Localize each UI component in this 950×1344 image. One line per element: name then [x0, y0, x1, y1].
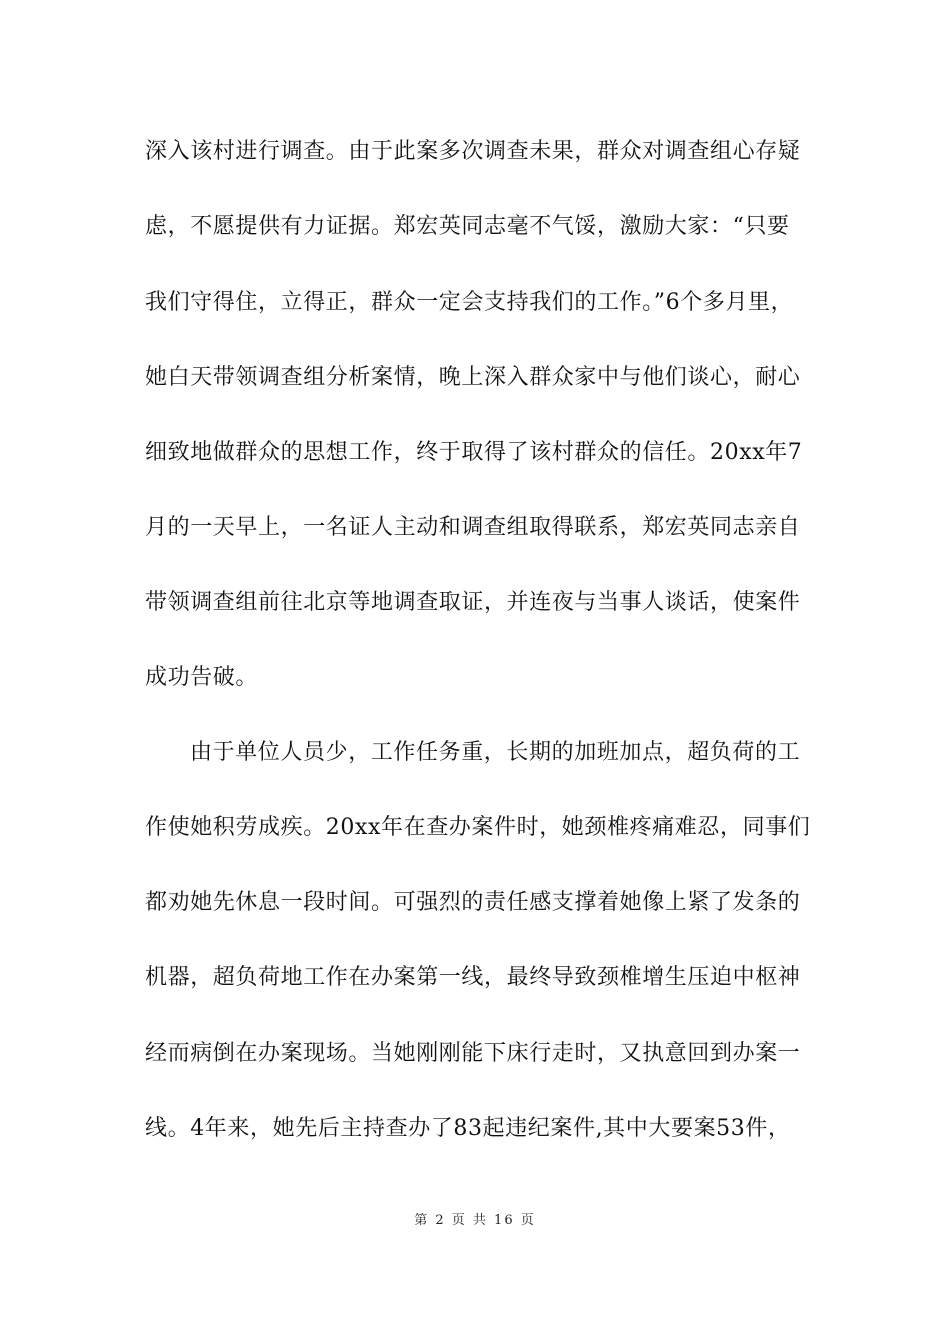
text-line: 机器，超负荷地工作在办案第一线，最终导致颈椎增生压迫中枢神: [145, 965, 801, 990]
text-line: 作使她积劳成疾。20xx年在查办案件时，她颈椎疼痛难忍，同事们: [145, 815, 811, 840]
text-line: 虑，不愿提供有力证据。郑宏英同志毫不气馁，激励大家：“只要: [145, 214, 790, 239]
text-line: 都劝她先休息一段时间。可强烈的责任感支撑着她像上紧了发条的: [145, 890, 801, 915]
text-line: 线。4年来，她先后主持查办了83起违纪案件,其中大要案53件，: [145, 1116, 791, 1141]
text-line: 我们守得住，立得正，群众一定会支持我们的工作。”6个多月里，: [145, 290, 794, 315]
text-line: 经而病倒在办案现场。当她刚刚能下床行走时，又执意回到办案一: [145, 1041, 801, 1066]
text-line: 她白天带领调查组分析案情，晚上深入群众家中与他们谈心，耐心: [145, 365, 801, 390]
text-line: 月的一天早上，一名证人主动和调查组取得联系，郑宏英同志亲自: [145, 515, 801, 540]
page-number-footer: 第 2 页 共 16 页: [414, 1213, 536, 1228]
text-line: 带领调查组前往北京等地调查取证，并连夜与当事人谈话，使案件: [145, 590, 801, 615]
text-line: 成功告破。: [145, 665, 259, 690]
text-line: 深入该村进行调查。由于此案多次调查未果，群众对调查组心存疑: [145, 139, 801, 164]
text-line: 由于单位人员少，工作任务重，长期的加班加点，超负荷的工: [190, 740, 801, 765]
text-line: 细致地做群众的思想工作，终于取得了该村群众的信任。20xx年7: [145, 440, 803, 465]
